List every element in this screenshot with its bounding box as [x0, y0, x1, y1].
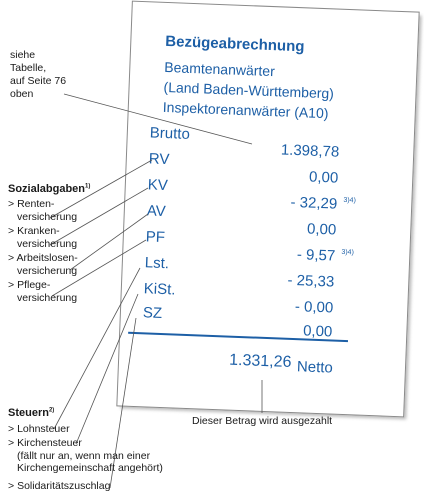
item-marker: > — [8, 198, 15, 210]
slip-title: Bezügeabrechnung — [165, 32, 305, 56]
see-table-line-1: siehe — [10, 49, 36, 61]
taxes-item-lohnsteuer-line-1: Lohnsteuer — [17, 423, 70, 435]
net-label: Netto — [296, 358, 334, 377]
item-marker: > — [8, 423, 15, 435]
item-marker: > — [8, 252, 15, 264]
net-amount: 1.331,26 — [228, 351, 292, 372]
row-value-sz: 0,00 — [302, 322, 333, 341]
social-item-kranken-line-2: versicherung — [17, 237, 78, 250]
row-label-lst: Lst. — [144, 254, 170, 273]
payout-note: Dieser Betrag wird ausgezahlt — [192, 415, 333, 427]
row-label-av: AV — [146, 202, 167, 221]
slip-subtitle-line-3: Inspektorenanwärter (A10) — [162, 98, 329, 122]
taxes-item-lohnsteuer — [8, 423, 70, 436]
social-item-pflege-line-2: versicherung — [17, 291, 78, 304]
item-marker: > — [8, 279, 15, 291]
item-marker: > — [8, 437, 15, 449]
social-item-kranken-line-1: Kranken- — [17, 225, 60, 237]
row-label-kv: KV — [147, 176, 169, 195]
social-item-arbeitslosen-line-1: Arbeitslosen- — [16, 252, 78, 264]
item-marker: > — [8, 225, 15, 237]
social-item-arbeitslosen-line-2: versicherung — [17, 264, 78, 277]
row-label-pf: PF — [145, 228, 166, 247]
row-value-kist: - 0,00 — [294, 298, 334, 317]
social-item-pflege — [8, 279, 77, 304]
row-value-brutto: 1.398,78 — [280, 141, 340, 161]
slip-subtitle-line-2: (Land Baden-Württemberg) — [163, 78, 335, 102]
social-item-pflege-line-1: Pflege- — [17, 279, 51, 291]
connector-kirchensteuer — [76, 294, 138, 444]
taxes-item-soli-line-1: Solidaritätszuschlag — [17, 480, 111, 492]
social-item-arbeitslosen — [8, 252, 78, 277]
see-table-line-3: auf Seite 76 — [10, 75, 67, 87]
taxes-heading — [8, 407, 54, 419]
social-item-kranken — [8, 225, 77, 250]
taxes-item-kirchensteuer-line-2: (fällt nur an, wenn man einer — [17, 449, 151, 462]
row-label-rv: RV — [148, 150, 170, 169]
item-marker: > — [8, 480, 15, 492]
see-table-line-4: oben — [10, 88, 34, 100]
row-note-pf: 3)4) — [341, 248, 354, 257]
slip-subtitle-line-1: Beamtenanwärter — [164, 58, 276, 80]
row-value-pf: - 9,57 — [296, 246, 336, 265]
taxes-heading-note: 2) — [48, 407, 55, 414]
row-value-kv: - 32,29 — [290, 193, 338, 213]
row-value-av: 0,00 — [306, 220, 337, 239]
social-item-renten-line-2: versicherung — [17, 210, 78, 223]
taxes-item-kirchensteuer — [8, 437, 163, 475]
row-value-lst: - 25,33 — [287, 271, 335, 291]
taxes-item-kirchensteuer-line-3: Kirchengemeinschaft angehört) — [17, 462, 163, 474]
row-value-rv: 0,00 — [308, 168, 339, 187]
taxes-item-kirchensteuer-line-1: Kirchensteuer — [17, 437, 82, 449]
row-note-kv: 3)4) — [343, 196, 356, 205]
taxes-item-soli — [8, 480, 110, 493]
social-heading-note: 1) — [85, 183, 91, 190]
social-item-renten-line-1: Renten- — [17, 198, 55, 210]
row-label-brutto: Brutto — [149, 124, 191, 143]
see-table-line-2: Tabelle, — [10, 62, 47, 74]
row-label-kist: KiSt. — [143, 280, 176, 299]
row-label-sz: SZ — [142, 304, 163, 323]
taxes-heading-text: Steuern — [8, 407, 49, 419]
connector-see-table — [64, 94, 252, 144]
social-heading — [8, 183, 90, 195]
social-item-renten — [8, 198, 77, 223]
social-heading-text: Sozialabgaben — [8, 183, 86, 195]
